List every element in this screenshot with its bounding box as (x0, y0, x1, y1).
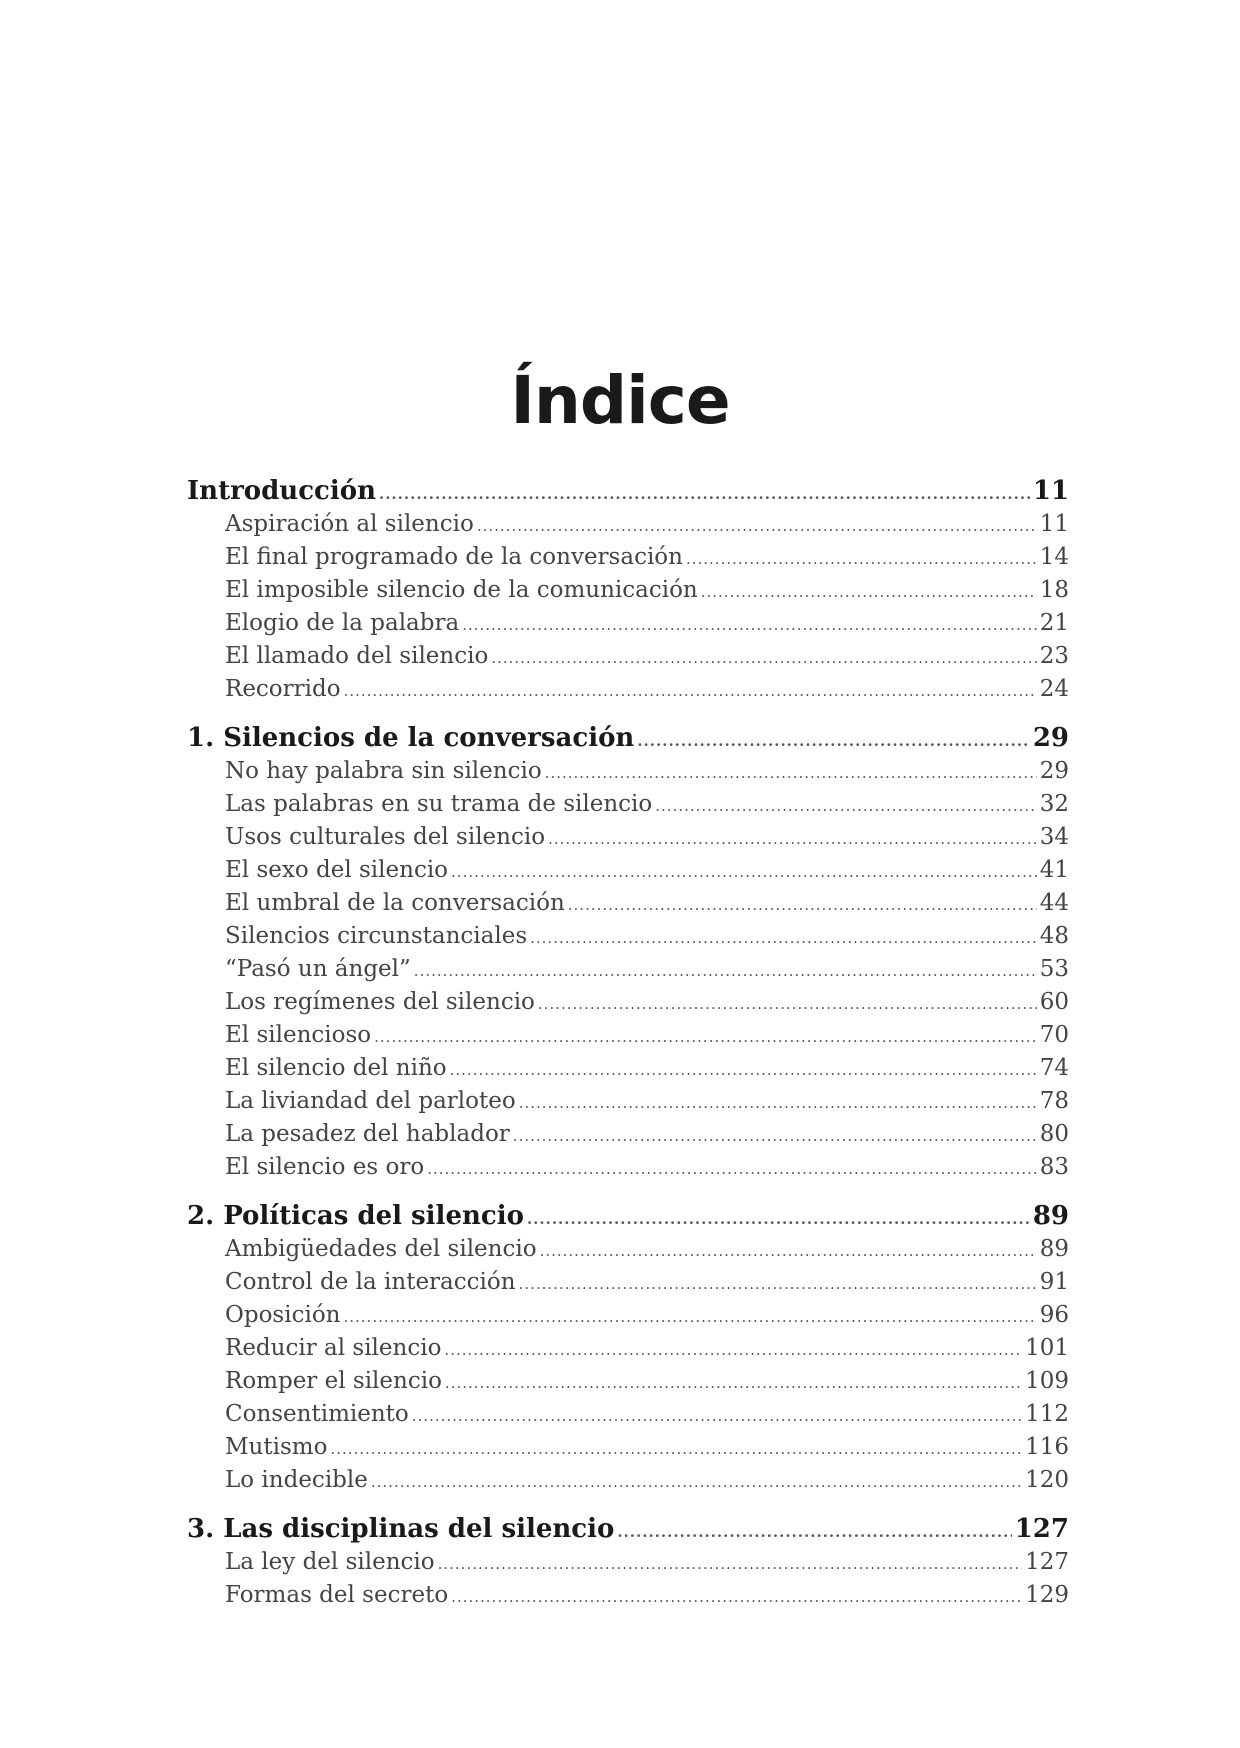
toc-entry-page-number: 53 (1039, 956, 1069, 982)
dot-leader (519, 1268, 1037, 1301)
toc-entry (187, 1299, 1069, 1332)
toc-entry-page-number: 70 (1039, 1022, 1069, 1048)
dot-leader (438, 1548, 1022, 1581)
toc-entry-label: Formas del secreto (225, 1582, 449, 1608)
toc-entry-label: “Pasó un ángel” (225, 956, 411, 982)
toc-entry (187, 1365, 1069, 1398)
toc-entry-label: Consentimiento (225, 1401, 409, 1427)
toc-entry (187, 1233, 1069, 1266)
dot-leader (451, 1581, 1022, 1614)
dot-leader (655, 790, 1036, 823)
toc-chapter-heading (187, 722, 1069, 755)
dot-leader (477, 510, 1037, 543)
toc-chapter-heading-page-number: 29 (1032, 723, 1069, 753)
toc-entry-label: Silencios circunstanciales (225, 923, 528, 949)
toc-entry-label: El llamado del silencio (225, 643, 489, 669)
toc-entry-label: Recorrido (225, 676, 341, 702)
dot-leader (462, 609, 1037, 642)
dot-leader (548, 823, 1037, 856)
dot-leader (374, 1021, 1037, 1054)
toc-entry-page-number: 18 (1039, 577, 1069, 603)
toc-entry-page-number: 34 (1039, 824, 1069, 850)
toc-entry-label: Aspiración al silencio (225, 511, 474, 537)
toc-entry (187, 1464, 1069, 1497)
dot-leader (527, 1203, 1030, 1236)
toc-entry-label: No hay palabra sin silencio (225, 758, 542, 784)
toc-entry (187, 854, 1069, 887)
toc-chapter-heading-page-number: 127 (1014, 1514, 1069, 1544)
toc-entry-page-number: 120 (1025, 1467, 1069, 1493)
dot-leader (530, 922, 1037, 955)
toc-section (187, 1513, 1069, 1612)
toc-entry (187, 508, 1069, 541)
dot-leader (371, 1466, 1022, 1499)
toc-entry-label: Lo indecible (225, 1467, 368, 1493)
toc-entry-page-number: 14 (1039, 544, 1069, 570)
toc-entry (187, 1431, 1069, 1464)
table-of-contents (187, 475, 1069, 1628)
dot-leader (330, 1433, 1022, 1466)
dot-leader (491, 642, 1036, 675)
dot-leader (445, 1367, 1022, 1400)
toc-entry-label: La pesadez del hablador (225, 1121, 510, 1147)
toc-entry-label: Las palabras en su trama de silencio (225, 791, 653, 817)
dot-leader (686, 543, 1037, 576)
toc-entry-label: El silencioso (225, 1022, 372, 1048)
toc-entry-page-number: 60 (1039, 989, 1069, 1015)
toc-entry-page-number: 91 (1039, 1269, 1069, 1295)
toc-entry (187, 607, 1069, 640)
toc-entry (187, 1579, 1069, 1612)
toc-entry (187, 1332, 1069, 1365)
toc-entry-label: Mutismo (225, 1434, 328, 1460)
dot-leader (545, 757, 1037, 790)
toc-entry-label: Control de la interacción (225, 1269, 516, 1295)
toc-entry (187, 1118, 1069, 1151)
toc-section (187, 722, 1069, 1184)
dot-leader (568, 889, 1037, 922)
toc-entry (187, 821, 1069, 854)
toc-entry-page-number: 109 (1025, 1368, 1069, 1394)
dot-leader (427, 1153, 1037, 1186)
toc-entry-label: El sexo del silencio (225, 857, 449, 883)
toc-entry-label: El silencio del niño (225, 1055, 447, 1081)
toc-entry (187, 1398, 1069, 1431)
dot-leader (412, 1400, 1022, 1433)
toc-entry-label: El umbral de la conversación (225, 890, 565, 916)
toc-entry-label: La ley del silencio (225, 1549, 435, 1575)
toc-chapter-heading-page-number: 11 (1032, 476, 1069, 506)
dot-leader (513, 1120, 1037, 1153)
toc-entry-page-number: 48 (1039, 923, 1069, 949)
toc-entry-label: Los regímenes del silencio (225, 989, 535, 1015)
toc-chapter-heading-page-number: 89 (1032, 1201, 1069, 1231)
toc-entry (187, 640, 1069, 673)
dot-leader (701, 576, 1037, 609)
toc-entry-label: Usos culturales del silencio (225, 824, 546, 850)
toc-entry (187, 1019, 1069, 1052)
toc-chapter-heading-label: Introducción (187, 476, 376, 506)
toc-entry-label: La liviandad del parloteo (225, 1088, 516, 1114)
toc-entry (187, 1266, 1069, 1299)
toc-entry (187, 755, 1069, 788)
dot-leader (414, 955, 1037, 988)
toc-entry-page-number: 83 (1039, 1154, 1069, 1180)
toc-chapter-heading-label: 3. Las disciplinas del silencio (187, 1514, 615, 1544)
toc-entry-page-number: 74 (1039, 1055, 1069, 1081)
toc-chapter-heading-label: 2. Políticas del silencio (187, 1201, 524, 1231)
toc-entry (187, 986, 1069, 1019)
toc-chapter-heading (187, 1513, 1069, 1546)
toc-entry-page-number: 11 (1039, 511, 1069, 537)
dot-leader (444, 1334, 1022, 1367)
dot-leader (617, 1516, 1011, 1549)
toc-entry (187, 788, 1069, 821)
toc-entry-label: Reducir al silencio (225, 1335, 442, 1361)
toc-chapter-heading (187, 475, 1069, 508)
toc-entry-page-number: 29 (1039, 758, 1069, 784)
dot-leader (519, 1087, 1037, 1120)
dot-leader (538, 988, 1037, 1021)
toc-entry-page-number: 112 (1025, 1401, 1069, 1427)
toc-entry-page-number: 78 (1039, 1088, 1069, 1114)
toc-entry-label: El silencio es oro (225, 1154, 425, 1180)
toc-entry-label: El imposible silencio de la comunicación (225, 577, 698, 603)
toc-entry-label: Romper el silencio (225, 1368, 442, 1394)
toc-entry-label: Oposición (225, 1302, 341, 1328)
dot-leader (450, 1054, 1037, 1087)
toc-entry-page-number: 41 (1039, 857, 1069, 883)
dot-leader (637, 725, 1029, 758)
toc-entry-page-number: 101 (1025, 1335, 1069, 1361)
toc-entry-page-number: 21 (1039, 610, 1069, 636)
toc-entry (187, 1546, 1069, 1579)
toc-entry-page-number: 32 (1039, 791, 1069, 817)
toc-entry (187, 887, 1069, 920)
toc-section (187, 475, 1069, 706)
toc-chapter-heading-label: 1. Silencios de la conversación (187, 723, 635, 753)
toc-entry-label: El final programado de la conversación (225, 544, 683, 570)
toc-entry (187, 1085, 1069, 1118)
toc-entry-label: Ambigüedades del silencio (225, 1236, 537, 1262)
toc-entry (187, 574, 1069, 607)
toc-entry-page-number: 24 (1039, 676, 1069, 702)
toc-entry-page-number: 129 (1025, 1582, 1069, 1608)
dot-leader (540, 1235, 1037, 1268)
toc-entry-page-number: 23 (1039, 643, 1069, 669)
toc-entry (187, 541, 1069, 574)
toc-entry (187, 920, 1069, 953)
page-title: Índice (510, 362, 730, 439)
toc-entry-page-number: 116 (1025, 1434, 1069, 1460)
dot-leader (344, 675, 1037, 708)
toc-entry-label: Elogio de la palabra (225, 610, 460, 636)
toc-section (187, 1200, 1069, 1497)
dot-leader (451, 856, 1037, 889)
toc-entry (187, 673, 1069, 706)
toc-entry-page-number: 44 (1039, 890, 1069, 916)
toc-entry-page-number: 127 (1025, 1549, 1069, 1575)
toc-chapter-heading (187, 1200, 1069, 1233)
toc-entry-page-number: 96 (1039, 1302, 1069, 1328)
dot-leader (343, 1301, 1036, 1334)
dot-leader (379, 478, 1030, 511)
toc-entry (187, 953, 1069, 986)
toc-entry-page-number: 89 (1039, 1236, 1069, 1262)
toc-entry (187, 1052, 1069, 1085)
toc-entry-page-number: 80 (1039, 1121, 1069, 1147)
toc-entry (187, 1151, 1069, 1184)
